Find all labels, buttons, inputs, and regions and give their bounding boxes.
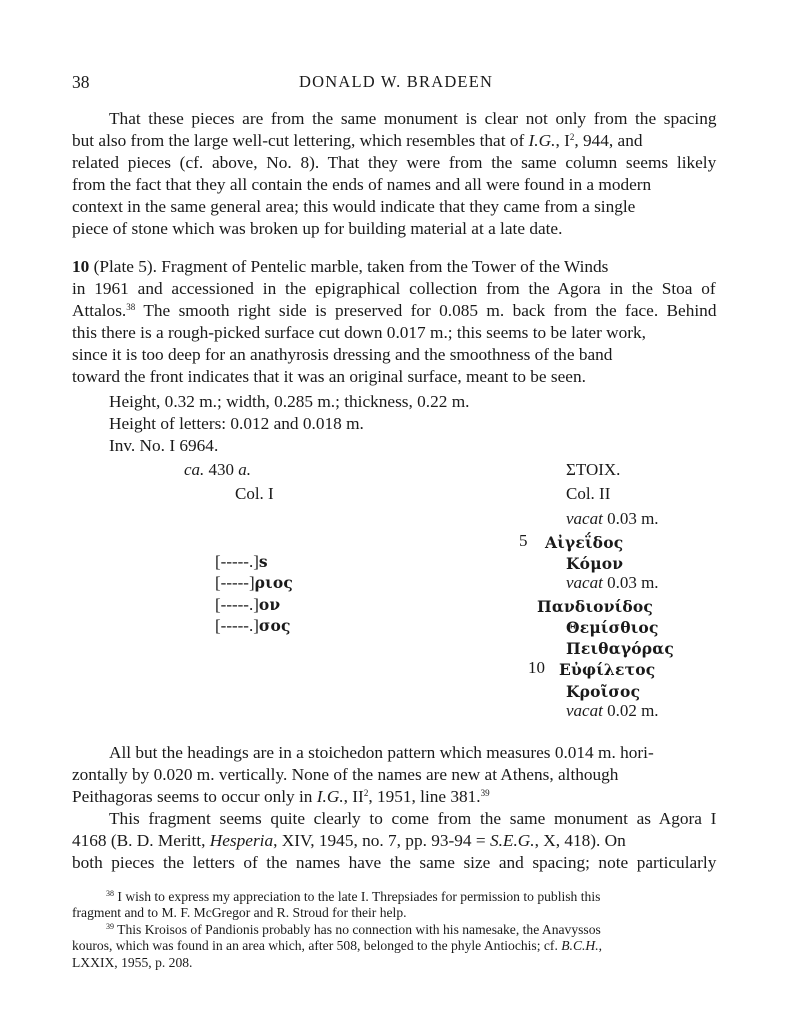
text-line: since it is too deep for an anathyrosis dressing and the smoothness of the band [72,345,613,364]
inscription-line: Εὐφίλετος [559,660,656,679]
footnote-ref: 38 [126,302,136,312]
text-line: context in the same general area; this would indicate that they came from a single [72,197,636,216]
inscription-line: [-----.]s [215,552,268,571]
inscription-line: Πειθαγόρας [566,639,675,658]
inscription-line: Αἰγεΐδος [545,533,624,552]
column-2-heading: Col. II [566,484,611,503]
text-line: this there is a rough-picked surface cut down 0.017 m.; this seems to be later work, [72,323,646,342]
text-line: piece of stone which was broken up for building material at a late date. [72,219,563,238]
text-line: Attalos.$^{38}$ The smooth right side is preserved for 0.085 m. back from the face. Behind [72,301,717,320]
page-number: 38 [72,72,90,92]
inscription-line: Κόμον [566,554,624,573]
inscription-line: [-----]ριος [215,573,294,592]
text-line: both pieces the letters of the names have the same size and spacing; note particularly [72,853,717,872]
text-line: That these pieces are from the same monument is clear not only from the spacing [109,109,717,128]
line-number: 5 [519,531,528,550]
footnote-39: $^{39}$ This Kroisos of Pandionis probably has no connection with his namesake, the Anavyssos [106,922,601,937]
text-line: related pieces (cf. above, No. 8). That they were from the same column seems likely [72,153,717,172]
text-line: in 1961 and accessioned in the epigraphical collection from the Agora in the Stoa of [72,279,716,298]
vacat-line: vacat 0.03 m. [566,509,659,528]
footnote-text: fragment and to M. F. McGregor and R. Stroud for their help. [72,905,407,920]
text-line: This fragment seems quite clearly to come from the same monument as Agora I [109,809,717,828]
vacat-line: vacat 0.02 m. [566,701,659,720]
inscription-line: Πανδιονίδος [537,597,654,616]
column-1-heading: Col. I [235,484,274,503]
text-line: from the fact that they all contain the ends of names and all were found in a modern [72,175,652,194]
footnote-38: $^{38}$ I wish to express my appreciation to the late I. Threpsiades for permission to publish this [106,889,601,904]
inscription-line: Θεμίσθιος [566,618,659,637]
text-line: but also from the large well-cut lettering, which resembles that of I.G., $I^2$, 944, and [72,131,643,150]
text-line: 4168 (B. D. Meritt, Hesperia, XIV, 1945, no. 7, pp. 93-94 = S.E.G., X, 418). On [72,831,626,850]
running-title: DONALD W. BRADEEN [299,72,494,91]
inscription-line: [-----.]ον [215,595,281,614]
footnote-text: LXXIX, 1955, p. 208. [72,955,193,970]
text-line: zontally by 0.020 m. vertically. None of the names are new at Athens, although [72,765,619,784]
inscription-line: Κροῖσος [566,682,641,701]
entry-number: 10 [72,257,90,276]
entry-heading-line: 10 (Plate 5). Fragment of Pentelic marble, taken from the Tower of the Winds [72,257,609,276]
inscription-line: [-----.]σος [215,616,291,635]
footnote-text: kouros, which was found in an area which, after 508, belonged to the phyle Antiochis; cf. B.C.H., [72,938,603,953]
letter-height: Height of letters: 0.012 and 0.018 m. [109,414,364,433]
inventory-number: Inv. No. I 6964. [109,436,219,455]
vacat-line: vacat 0.03 m. [566,573,659,592]
text-line: Peithagoras seems to occur only in I.G., $II^2$, 1951, line 381.39 [72,787,490,806]
line-number: 10 [528,658,545,677]
footnote-ref: 39 [480,788,490,798]
inscription-date: ca. 430 a. [184,460,252,479]
dimensions: Height, 0.32 m.; width, 0.285 m.; thickness, 0.22 m. [109,392,470,411]
stoichedon-label: ΣΤΟΙΧ. [566,460,621,479]
text-line: All but the headings are in a stoichedon pattern which measures 0.014 m. hori- [109,743,654,762]
text-line: toward the front indicates that it was an original surface, meant to be seen. [72,367,586,386]
